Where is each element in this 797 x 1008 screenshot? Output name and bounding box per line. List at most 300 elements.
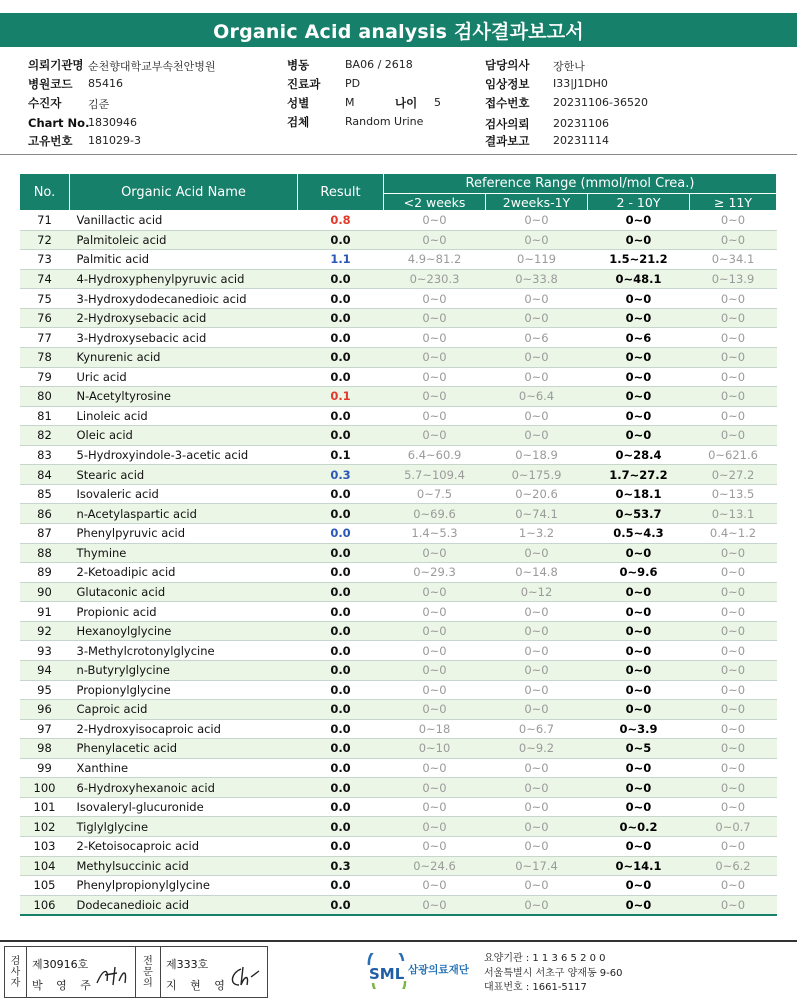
range-2weeks-1y: 0~74.1 xyxy=(486,504,588,524)
range-11y-plus: 0~0 xyxy=(690,641,777,661)
result-value: 0.0 xyxy=(298,660,384,680)
approver-cell xyxy=(161,947,267,997)
table-row xyxy=(20,426,777,446)
range-2-10y: 0~0 xyxy=(588,308,690,328)
range-11y-plus: 0~0 xyxy=(690,680,777,700)
acid-name: 2-Hydroxysebacic acid xyxy=(70,308,298,328)
range-11y-plus: 0~0 xyxy=(690,660,777,680)
acid-name: 3-Hydroxydodecanedioic acid xyxy=(70,289,298,309)
range-11y-plus: 0~0 xyxy=(690,406,777,426)
range-2-10y: 1.5~21.2 xyxy=(588,250,690,270)
range-2-10y: 0~0 xyxy=(588,387,690,407)
info-divider xyxy=(0,154,797,155)
table-row xyxy=(20,680,777,700)
acid-name: Xanthine xyxy=(70,758,298,778)
row-number: 80 xyxy=(20,387,70,407)
table-row xyxy=(20,328,777,348)
results-body xyxy=(20,211,777,915)
report-title: Organic Acid analysis 검사결과보고서 xyxy=(0,13,797,47)
table-row xyxy=(20,660,777,680)
table-row xyxy=(20,230,777,250)
chart-label: Chart No. xyxy=(28,116,90,130)
range-under-2weeks: 0~0 xyxy=(384,895,486,915)
age-label: 나이 xyxy=(395,96,418,110)
footer-divider xyxy=(0,940,797,942)
result-value: 0.0 xyxy=(298,621,384,641)
table-row xyxy=(20,641,777,661)
range-2weeks-1y: 0~33.8 xyxy=(486,269,588,289)
range-11y-plus: 0~621.6 xyxy=(690,445,777,465)
range-2-10y: 0~6 xyxy=(588,328,690,348)
range-under-2weeks: 6.4~60.9 xyxy=(384,445,486,465)
table-row xyxy=(20,602,777,622)
acid-name: 2-Ketoisocaproic acid xyxy=(70,837,298,857)
range-2weeks-1y: 0~175.9 xyxy=(486,465,588,485)
row-number: 90 xyxy=(20,582,70,602)
range-2weeks-1y: 0~17.4 xyxy=(486,856,588,876)
result-value: 0.0 xyxy=(298,484,384,504)
range-2-10y: 0~48.1 xyxy=(588,269,690,289)
acid-name: Palmitic acid xyxy=(70,250,298,270)
range-2weeks-1y: 0~0 xyxy=(486,837,588,857)
acid-name: Linoleic acid xyxy=(70,406,298,426)
table-row xyxy=(20,739,777,759)
range-11y-plus: 0~13.1 xyxy=(690,504,777,524)
range-2weeks-1y: 0~0 xyxy=(486,602,588,622)
range-under-2weeks: 0~0 xyxy=(384,230,486,250)
approver-signature-icon xyxy=(227,965,261,989)
range-under-2weeks: 0~230.3 xyxy=(384,269,486,289)
row-number: 74 xyxy=(20,269,70,289)
range-under-2weeks: 0~0 xyxy=(384,582,486,602)
acid-name: 6-Hydroxyhexanoic acid xyxy=(70,778,298,798)
range-2weeks-1y: 0~0 xyxy=(486,367,588,387)
range-2-10y: 0~0 xyxy=(588,347,690,367)
header-range-11y-plus: ≥ 11Y xyxy=(690,194,777,211)
range-2-10y: 0~0 xyxy=(588,367,690,387)
range-2-10y: 0~0 xyxy=(588,797,690,817)
acid-name: Propionic acid xyxy=(70,602,298,622)
result-value: 0.0 xyxy=(298,347,384,367)
range-2weeks-1y: 0~0 xyxy=(486,778,588,798)
range-2-10y: 0~0 xyxy=(588,602,690,622)
range-under-2weeks: 0~0 xyxy=(384,778,486,798)
range-11y-plus: 0~13.5 xyxy=(690,484,777,504)
table-row xyxy=(20,347,777,367)
chart-value: 1830946 xyxy=(88,116,137,129)
accession-value: 20231106-36520 xyxy=(553,96,648,109)
result-value: 0.0 xyxy=(298,837,384,857)
examiner-label-text: 검 사 자 xyxy=(10,955,21,989)
range-2-10y: 1.7~27.2 xyxy=(588,465,690,485)
clinical-value: I33|J1DH0 xyxy=(553,77,608,90)
acid-name: n-Butyrylglycine xyxy=(70,660,298,680)
range-2-10y: 0.5~4.3 xyxy=(588,524,690,544)
range-2-10y: 0~0 xyxy=(588,211,690,231)
acid-name: Propionylglycine xyxy=(70,680,298,700)
range-2-10y: 0~9.6 xyxy=(588,563,690,583)
row-number: 95 xyxy=(20,680,70,700)
range-2weeks-1y: 0~14.8 xyxy=(486,563,588,583)
range-under-2weeks: 0~0 xyxy=(384,328,486,348)
table-row xyxy=(20,445,777,465)
row-number: 105 xyxy=(20,876,70,896)
range-2-10y: 0~0 xyxy=(588,778,690,798)
range-11y-plus: 0~13.9 xyxy=(690,269,777,289)
patient-info xyxy=(0,55,797,155)
receiver-value: 김준 xyxy=(88,98,110,111)
table-row xyxy=(20,367,777,387)
acid-name: Isovaleryl-glucuronide xyxy=(70,797,298,817)
row-number: 102 xyxy=(20,817,70,837)
result-value: 0.3 xyxy=(298,856,384,876)
range-under-2weeks: 0~0 xyxy=(384,817,486,837)
range-under-2weeks: 0~0 xyxy=(384,758,486,778)
age-value: 5 xyxy=(434,96,441,109)
table-row xyxy=(20,211,777,231)
ward-value: BA06 / 2618 xyxy=(345,58,413,71)
range-2weeks-1y: 0~0 xyxy=(486,797,588,817)
range-under-2weeks: 0~0 xyxy=(384,641,486,661)
acid-name: n-Acetylaspartic acid xyxy=(70,504,298,524)
clinical-label: 임상정보 xyxy=(485,77,530,91)
request-value: 20231106 xyxy=(553,117,609,130)
header-reference: Reference Range (mmol/mol Crea.) xyxy=(384,174,777,194)
unique-label: 고유번호 xyxy=(28,134,73,148)
table-row xyxy=(20,484,777,504)
examiner-signature-icon xyxy=(95,965,129,987)
approver-name: 지 현 영 xyxy=(166,979,230,992)
agency-number: 요양기관 : 1 1 3 6 5 2 0 0 xyxy=(484,953,606,964)
range-2-10y: 0~0 xyxy=(588,406,690,426)
range-2-10y: 0~18.1 xyxy=(588,484,690,504)
range-under-2weeks: 0~0 xyxy=(384,426,486,446)
result-value: 0.0 xyxy=(298,641,384,661)
result-value: 0.0 xyxy=(298,817,384,837)
result-value: 0.0 xyxy=(298,758,384,778)
range-under-2weeks: 5.7~109.4 xyxy=(384,465,486,485)
range-11y-plus: 0~0 xyxy=(690,778,777,798)
range-2-10y: 0~3.9 xyxy=(588,719,690,739)
table-row xyxy=(20,406,777,426)
row-number: 86 xyxy=(20,504,70,524)
table-row xyxy=(20,250,777,270)
range-11y-plus: 0~0.7 xyxy=(690,817,777,837)
range-11y-plus: 0~0 xyxy=(690,426,777,446)
range-11y-plus: 0~0 xyxy=(690,289,777,309)
row-number: 72 xyxy=(20,230,70,250)
range-11y-plus: 0~0 xyxy=(690,367,777,387)
row-number: 81 xyxy=(20,406,70,426)
acid-name: Methylsuccinic acid xyxy=(70,856,298,876)
report-label: 결과보고 xyxy=(485,134,530,148)
result-value: 0.0 xyxy=(298,719,384,739)
range-11y-plus: 0~0 xyxy=(690,621,777,641)
row-number: 94 xyxy=(20,660,70,680)
table-row xyxy=(20,758,777,778)
range-2-10y: 0~0 xyxy=(588,680,690,700)
range-11y-plus: 0~6.2 xyxy=(690,856,777,876)
range-11y-plus: 0~0 xyxy=(690,895,777,915)
result-value: 0.0 xyxy=(298,328,384,348)
examiner-name: 박 영 주 xyxy=(32,979,96,992)
table-row xyxy=(20,543,777,563)
range-2weeks-1y: 0~0 xyxy=(486,621,588,641)
header-no: No. xyxy=(20,174,70,211)
result-value: 0.3 xyxy=(298,465,384,485)
range-11y-plus: 0~0 xyxy=(690,563,777,583)
contact-info xyxy=(484,952,623,996)
table-row xyxy=(20,895,777,915)
range-under-2weeks: 0~0 xyxy=(384,602,486,622)
range-2weeks-1y: 0~0 xyxy=(486,308,588,328)
result-value: 0.0 xyxy=(298,524,384,544)
row-number: 104 xyxy=(20,856,70,876)
result-value: 0.1 xyxy=(298,387,384,407)
range-2weeks-1y: 0~20.6 xyxy=(486,484,588,504)
range-2-10y: 0~0 xyxy=(588,230,690,250)
range-11y-plus: 0~0 xyxy=(690,837,777,857)
approver-label-text: 전 문 의 xyxy=(143,955,153,989)
dept-label: 진료과 xyxy=(287,77,321,91)
range-under-2weeks: 0~24.6 xyxy=(384,856,486,876)
range-2weeks-1y: 0~0 xyxy=(486,641,588,661)
range-2-10y: 0~0 xyxy=(588,582,690,602)
range-under-2weeks: 0~0 xyxy=(384,700,486,720)
range-2-10y: 0~53.7 xyxy=(588,504,690,524)
report-value: 20231114 xyxy=(553,134,609,147)
result-value: 0.0 xyxy=(298,563,384,583)
range-2-10y: 0~14.1 xyxy=(588,856,690,876)
specimen-value: Random Urine xyxy=(345,115,424,128)
row-number: 92 xyxy=(20,621,70,641)
header-result: Result xyxy=(298,174,384,211)
range-2-10y: 0~0 xyxy=(588,758,690,778)
range-under-2weeks: 0~0 xyxy=(384,876,486,896)
acid-name: Stearic acid xyxy=(70,465,298,485)
range-under-2weeks: 0~0 xyxy=(384,308,486,328)
result-value: 0.0 xyxy=(298,230,384,250)
table-row xyxy=(20,269,777,289)
range-11y-plus: 0~0 xyxy=(690,719,777,739)
range-2-10y: 0~0 xyxy=(588,837,690,857)
result-value: 0.0 xyxy=(298,426,384,446)
acid-name: Phenylpyruvic acid xyxy=(70,524,298,544)
ward-label: 병동 xyxy=(287,58,310,72)
acid-name: Uric acid xyxy=(70,367,298,387)
table-row xyxy=(20,387,777,407)
row-number: 88 xyxy=(20,543,70,563)
hospital-label: 의뢰기관명 xyxy=(28,58,84,72)
range-under-2weeks: 0~0 xyxy=(384,837,486,857)
range-2weeks-1y: 0~119 xyxy=(486,250,588,270)
range-11y-plus: 0~0 xyxy=(690,602,777,622)
range-2weeks-1y: 0~0 xyxy=(486,700,588,720)
result-value: 0.0 xyxy=(298,778,384,798)
acid-name: 3-Methylcrotonylglycine xyxy=(70,641,298,661)
range-2-10y: 0~0 xyxy=(588,660,690,680)
table-row xyxy=(20,797,777,817)
header-range-2weeks-1y: 2weeks-1Y xyxy=(486,194,588,211)
range-2weeks-1y: 0~18.9 xyxy=(486,445,588,465)
range-under-2weeks: 0~0 xyxy=(384,406,486,426)
table-row xyxy=(20,465,777,485)
row-number: 100 xyxy=(20,778,70,798)
range-under-2weeks: 0~69.6 xyxy=(384,504,486,524)
acid-name: 3-Hydroxysebacic acid xyxy=(70,328,298,348)
range-under-2weeks: 0~0 xyxy=(384,621,486,641)
acid-name: 2-Hydroxyisocaproic acid xyxy=(70,719,298,739)
result-value: 0.0 xyxy=(298,543,384,563)
table-row xyxy=(20,563,777,583)
range-2weeks-1y: 0~0 xyxy=(486,660,588,680)
range-2-10y: 0~0 xyxy=(588,700,690,720)
row-number: 96 xyxy=(20,700,70,720)
result-value: 0.0 xyxy=(298,582,384,602)
range-11y-plus: 0~27.2 xyxy=(690,465,777,485)
range-2-10y: 0~0.2 xyxy=(588,817,690,837)
row-number: 78 xyxy=(20,347,70,367)
table-row xyxy=(20,504,777,524)
acid-name: Caproic acid xyxy=(70,700,298,720)
acid-name: N-Acetyltyrosine xyxy=(70,387,298,407)
doctor-label: 담당의사 xyxy=(485,58,530,72)
row-number: 98 xyxy=(20,739,70,759)
range-2weeks-1y: 0~0 xyxy=(486,758,588,778)
range-11y-plus: 0~0 xyxy=(690,700,777,720)
range-under-2weeks: 0~29.3 xyxy=(384,563,486,583)
accession-label: 접수번호 xyxy=(485,96,530,110)
examiner-number: 제30916호 xyxy=(32,958,89,971)
range-2weeks-1y: 0~0 xyxy=(486,543,588,563)
result-value: 0.0 xyxy=(298,602,384,622)
range-11y-plus: 0~0 xyxy=(690,739,777,759)
range-2weeks-1y: 0~6.4 xyxy=(486,387,588,407)
row-number: 83 xyxy=(20,445,70,465)
code-value: 85416 xyxy=(88,77,123,90)
row-number: 75 xyxy=(20,289,70,309)
range-under-2weeks: 0~0 xyxy=(384,680,486,700)
table-row xyxy=(20,876,777,896)
range-11y-plus: 0~0 xyxy=(690,328,777,348)
sex-label: 성별 xyxy=(287,96,310,110)
table-row xyxy=(20,524,777,544)
range-2weeks-1y: 0~0 xyxy=(486,426,588,446)
address: 서울특별시 서초구 양재동 9-60 xyxy=(484,967,623,979)
signature-box xyxy=(4,946,268,998)
row-number: 82 xyxy=(20,426,70,446)
row-number: 99 xyxy=(20,758,70,778)
range-under-2weeks: 0~0 xyxy=(384,543,486,563)
table-row xyxy=(20,621,777,641)
range-11y-plus: 0~0 xyxy=(690,876,777,896)
result-value: 0.0 xyxy=(298,680,384,700)
range-under-2weeks: 0~7.5 xyxy=(384,484,486,504)
range-11y-plus: 0~0 xyxy=(690,797,777,817)
range-11y-plus: 0~0 xyxy=(690,543,777,563)
row-number: 85 xyxy=(20,484,70,504)
acid-name: Palmitoleic acid xyxy=(70,230,298,250)
range-2-10y: 0~0 xyxy=(588,426,690,446)
acid-name: Isovaleric acid xyxy=(70,484,298,504)
row-number: 79 xyxy=(20,367,70,387)
range-2-10y: 0~0 xyxy=(588,641,690,661)
acid-name: Tiglylglycine xyxy=(70,817,298,837)
result-value: 0.0 xyxy=(298,406,384,426)
row-number: 91 xyxy=(20,602,70,622)
table-row xyxy=(20,582,777,602)
result-value: 0.0 xyxy=(298,700,384,720)
range-2weeks-1y: 0~6.7 xyxy=(486,719,588,739)
acid-name: 4-Hydroxyphenylpyruvic acid xyxy=(70,269,298,289)
result-value: 0.0 xyxy=(298,739,384,759)
acid-name: Glutaconic acid xyxy=(70,582,298,602)
receiver-label: 수진자 xyxy=(28,96,62,110)
row-number: 97 xyxy=(20,719,70,739)
range-2-10y: 0~0 xyxy=(588,876,690,896)
approver-label xyxy=(136,947,161,997)
doctor-value: 장한나 xyxy=(553,60,585,73)
logo-text: SML xyxy=(369,965,405,983)
range-2-10y: 0~0 xyxy=(588,621,690,641)
result-value: 0.0 xyxy=(298,367,384,387)
code-label: 병원코드 xyxy=(28,77,73,91)
table-row xyxy=(20,817,777,837)
range-under-2weeks: 4.9~81.2 xyxy=(384,250,486,270)
dept-value: PD xyxy=(345,77,361,90)
result-value: 0.0 xyxy=(298,308,384,328)
specimen-label: 검체 xyxy=(287,115,310,129)
range-under-2weeks: 0~0 xyxy=(384,367,486,387)
examiner-label xyxy=(5,947,27,997)
range-under-2weeks: 0~18 xyxy=(384,719,486,739)
row-number: 73 xyxy=(20,250,70,270)
range-2-10y: 0~0 xyxy=(588,543,690,563)
range-2-10y: 0~5 xyxy=(588,739,690,759)
sex-value: M xyxy=(345,96,355,109)
range-2weeks-1y: 0~9.2 xyxy=(486,739,588,759)
table-row xyxy=(20,837,777,857)
result-value: 1.1 xyxy=(298,250,384,270)
range-2weeks-1y: 0~6 xyxy=(486,328,588,348)
range-2weeks-1y: 0~0 xyxy=(486,406,588,426)
table-row xyxy=(20,700,777,720)
header-name: Organic Acid Name xyxy=(70,174,298,211)
range-under-2weeks: 0~0 xyxy=(384,347,486,367)
row-number: 76 xyxy=(20,308,70,328)
range-2weeks-1y: 0~0 xyxy=(486,895,588,915)
range-11y-plus: 0~0 xyxy=(690,387,777,407)
row-number: 84 xyxy=(20,465,70,485)
approver-number: 제333호 xyxy=(166,958,209,971)
table-row xyxy=(20,856,777,876)
range-11y-plus: 0~0 xyxy=(690,582,777,602)
result-value: 0.0 xyxy=(298,504,384,524)
result-value: 0.0 xyxy=(298,797,384,817)
range-2-10y: 0~0 xyxy=(588,895,690,915)
result-value: 0.0 xyxy=(298,876,384,896)
acid-name: 2-Ketoadipic acid xyxy=(70,563,298,583)
row-number: 101 xyxy=(20,797,70,817)
acid-name: Kynurenic acid xyxy=(70,347,298,367)
header-range-under-2weeks: <2 weeks xyxy=(384,194,486,211)
acid-name: Phenylpropionylglycine xyxy=(70,876,298,896)
row-number: 71 xyxy=(20,211,70,231)
range-under-2weeks: 0~0 xyxy=(384,387,486,407)
result-value: 0.8 xyxy=(298,211,384,231)
request-label: 검사의뢰 xyxy=(485,117,530,131)
range-11y-plus: 0~0 xyxy=(690,347,777,367)
